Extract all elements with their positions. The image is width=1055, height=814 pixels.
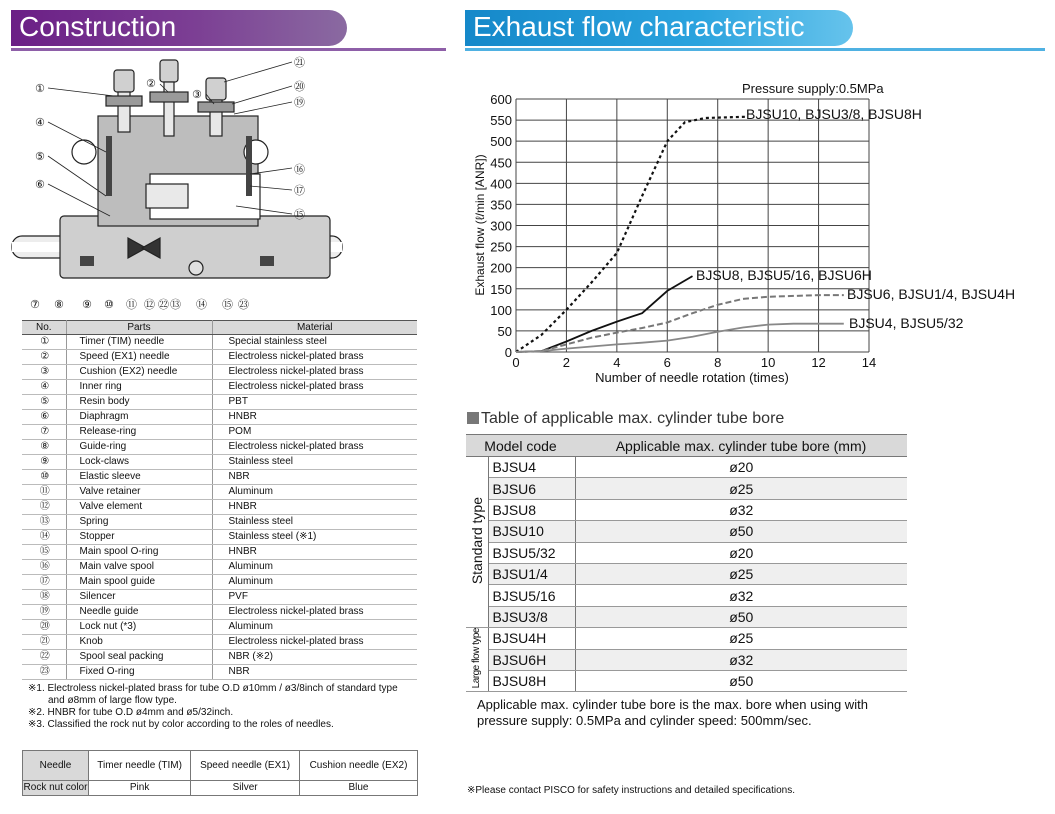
callout-2: ② — [146, 77, 156, 90]
table-row — [22, 635, 417, 650]
large-flow-type-label — [466, 628, 488, 692]
table-row — [22, 590, 417, 605]
part-number: ② — [22, 350, 66, 365]
part-name: Spring — [66, 515, 212, 530]
table-row — [22, 665, 417, 680]
color-row — [23, 781, 418, 796]
part-number: ⑦ — [22, 425, 66, 440]
bore-value: ø50 — [575, 671, 907, 692]
table-row — [22, 350, 417, 365]
series-label: BJSU4, BJSU5/32 — [849, 315, 964, 331]
table-row — [22, 530, 417, 545]
table-row — [466, 521, 907, 542]
exhaust-title: Exhaust flow characteristic — [473, 11, 805, 42]
y-tick-label: 50 — [497, 323, 512, 339]
table-row — [22, 440, 417, 455]
bore-value: ø50 — [575, 606, 907, 627]
footnote-1: ※1. Electroless nickel-plated brass for tube O.D ø10mm / ø3/8inch of standard type — [28, 683, 398, 694]
model-code: BJSU8H — [488, 671, 575, 692]
square-bullet-icon — [467, 412, 479, 424]
callout-6: ⑥ — [35, 178, 45, 191]
part-number: ⑫ — [22, 500, 66, 515]
part-number: ⑨ — [22, 455, 66, 470]
bore-value: ø25 — [575, 478, 907, 499]
table-row — [22, 605, 417, 620]
part-material: HNBR — [212, 545, 417, 560]
part-name: Spool seal packing — [66, 650, 212, 665]
table-row — [22, 335, 417, 350]
x-tick-label: 0 — [512, 355, 520, 370]
exhaust-banner — [465, 10, 853, 46]
part-number: ⑯ — [22, 560, 66, 575]
model-code: BJSU5/16 — [488, 585, 575, 606]
model-code: BJSU6H — [488, 649, 575, 670]
x-tick-label: 10 — [760, 355, 776, 370]
speed-needle-header: Speed needle (EX1) — [191, 751, 300, 781]
construction-rule — [11, 48, 446, 51]
standard-type-label-text: Standard type — [468, 496, 485, 585]
part-material: Electroless nickel-plated brass — [212, 605, 417, 620]
table-row — [22, 470, 417, 485]
callout-11: ⑪ — [126, 298, 137, 311]
table-row — [22, 485, 417, 500]
part-number: ⑩ — [22, 470, 66, 485]
header-parts: Parts — [66, 321, 212, 335]
part-material: Special stainless steel — [212, 335, 417, 350]
y-axis-label: Exhaust flow (ℓ/min [ANR]) — [473, 154, 487, 296]
callout-15-right: ⑮ — [294, 208, 305, 221]
part-name: Main spool O-ring — [66, 545, 212, 560]
part-number: ⑪ — [22, 485, 66, 500]
parts-table — [22, 320, 417, 680]
part-name: Lock-claws — [66, 455, 212, 470]
part-material: PVF — [212, 590, 417, 605]
exhaust-rule — [465, 48, 1045, 51]
model-code: BJSU4H — [488, 628, 575, 649]
part-number: ⑤ — [22, 395, 66, 410]
callout-12: ⑫ — [144, 298, 155, 311]
bore-body — [466, 457, 907, 692]
y-tick-label: 450 — [490, 155, 512, 171]
part-name: Valve element — [66, 500, 212, 515]
part-name: Guide-ring — [66, 440, 212, 455]
part-name: Main spool guide — [66, 575, 212, 590]
bore-note — [477, 697, 868, 729]
y-tick-label: 200 — [490, 260, 512, 276]
part-number: ③ — [22, 365, 66, 380]
part-number: ④ — [22, 380, 66, 395]
part-material: Electroless nickel-plated brass — [212, 350, 417, 365]
part-name: Main valve spool — [66, 560, 212, 575]
part-name: Elastic sleeve — [66, 470, 212, 485]
table-row — [466, 542, 907, 563]
x-tick-label: 14 — [861, 355, 877, 370]
bore-note-line-1: Applicable max. cylinder tube bore is the max. bore when using with — [477, 697, 868, 712]
part-material: HNBR — [212, 500, 417, 515]
footnote-1-cont: and ø8mm of large flow type. — [48, 695, 177, 706]
part-number: ⑳ — [22, 620, 66, 635]
y-tick-label: 600 — [490, 92, 512, 107]
callout-14: ⑭ — [196, 298, 207, 311]
table-row — [22, 410, 417, 425]
callout-19: ⑲ — [294, 96, 305, 109]
part-name: Knob — [66, 635, 212, 650]
parts-body — [22, 335, 417, 680]
part-material: Electroless nickel-plated brass — [212, 635, 417, 650]
part-name: Diaphragm — [66, 410, 212, 425]
cushion-color: Blue — [299, 781, 417, 796]
table-row — [466, 499, 907, 520]
part-number: ㉒ — [22, 650, 66, 665]
footnote-3: ※3. Classified the rock nut by color according to the roles of needles. — [28, 719, 334, 730]
speed-color: Silver — [191, 781, 300, 796]
bore-value: ø25 — [575, 628, 907, 649]
callout-7: ⑦ — [30, 298, 40, 311]
part-material: NBR (※2) — [212, 650, 417, 665]
part-name: Cushion (EX2) needle — [66, 365, 212, 380]
model-code: BJSU10 — [488, 521, 575, 542]
y-tick-label: 300 — [490, 218, 512, 234]
table-row — [466, 457, 907, 478]
part-name: Speed (EX1) needle — [66, 350, 212, 365]
part-material: Aluminum — [212, 620, 417, 635]
y-tick-label: 400 — [490, 176, 512, 192]
table-row — [22, 560, 417, 575]
callout-22: ㉒ — [158, 298, 169, 311]
table-row — [466, 628, 907, 649]
model-code: BJSU6 — [488, 478, 575, 499]
table-row — [466, 606, 907, 627]
x-tick-label: 8 — [714, 355, 722, 370]
part-name: Fixed O-ring — [66, 665, 212, 680]
part-name: Silencer — [66, 590, 212, 605]
part-material: Aluminum — [212, 560, 417, 575]
bore-value: ø32 — [575, 649, 907, 670]
header-material: Material — [212, 321, 417, 335]
series-line — [516, 324, 844, 352]
part-material: Electroless nickel-plated brass — [212, 380, 417, 395]
table-row — [22, 380, 417, 395]
callout-13: ⑬ — [170, 298, 181, 311]
part-name: Lock nut (*3) — [66, 620, 212, 635]
part-number: ① — [22, 335, 66, 350]
series-label: BJSU10, BJSU3/8, BJSU8H — [746, 106, 922, 122]
model-code: BJSU8 — [488, 499, 575, 520]
part-material: Stainless steel — [212, 515, 417, 530]
part-name: Valve retainer — [66, 485, 212, 500]
part-material: Stainless steel (※1) — [212, 530, 417, 545]
parts-header-row — [22, 321, 417, 335]
part-material: NBR — [212, 665, 417, 680]
y-tick-label: 150 — [490, 281, 512, 297]
bore-value: ø20 — [575, 542, 907, 563]
callout-9: ⑨ — [82, 298, 92, 311]
bore-title-text: Table of applicable max. cylinder tube bore — [481, 410, 785, 427]
part-number: ⑰ — [22, 575, 66, 590]
callout-23: ㉓ — [238, 298, 249, 311]
callout-3: ③ — [192, 88, 202, 101]
part-number: ⑱ — [22, 590, 66, 605]
part-material: NBR — [212, 470, 417, 485]
bore-value: ø25 — [575, 563, 907, 584]
callout-10: ⑩ — [104, 298, 114, 311]
construction-diagram — [10, 56, 355, 314]
callout-15-bottom: ⑮ — [222, 298, 233, 311]
part-material: Aluminum — [212, 485, 417, 500]
part-number: ⑬ — [22, 515, 66, 530]
part-material: PBT — [212, 395, 417, 410]
table-row — [466, 585, 907, 606]
callout-17: ⑰ — [294, 184, 305, 197]
construction-banner — [11, 10, 347, 46]
needle-row — [23, 751, 418, 781]
y-tick-label: 100 — [490, 302, 512, 318]
callout-21: ㉑ — [294, 56, 305, 69]
part-material: Stainless steel — [212, 455, 417, 470]
part-number: ⑧ — [22, 440, 66, 455]
callout-16: ⑯ — [294, 163, 305, 176]
chart-title: Pressure supply:0.5MPa — [742, 81, 884, 96]
table-row — [22, 365, 417, 380]
table-row — [466, 563, 907, 584]
y-tick-label: 350 — [490, 197, 512, 213]
table-row — [22, 650, 417, 665]
table-row — [22, 395, 417, 410]
footnote-2: ※2. HNBR for tube O.D ø4mm and ø5/32inch. — [28, 707, 234, 718]
model-code: BJSU4 — [488, 457, 575, 478]
rock-nut-header: Rock nut color — [23, 781, 89, 796]
part-number: ⑲ — [22, 605, 66, 620]
table-row — [22, 545, 417, 560]
cushion-needle-header: Cushion needle (EX2) — [299, 751, 417, 781]
timer-needle-header: Timer needle (TIM) — [89, 751, 191, 781]
bore-value: ø50 — [575, 521, 907, 542]
part-name: Resin body — [66, 395, 212, 410]
callout-20: ⑳ — [294, 80, 305, 93]
part-name: Release-ring — [66, 425, 212, 440]
exhaust-flow-chart — [465, 75, 1050, 395]
callout-5: ⑤ — [35, 150, 45, 163]
part-material: Aluminum — [212, 575, 417, 590]
table-row — [22, 620, 417, 635]
part-name: Timer (TIM) needle — [66, 335, 212, 350]
part-material: Electroless nickel-plated brass — [212, 365, 417, 380]
model-code: BJSU1/4 — [488, 563, 575, 584]
y-tick-label: 500 — [490, 134, 512, 150]
table-row — [22, 500, 417, 515]
part-name: Needle guide — [66, 605, 212, 620]
bore-table-title — [467, 410, 784, 428]
model-code: BJSU5/32 — [488, 542, 575, 563]
part-number: ⑭ — [22, 530, 66, 545]
callout-1: ① — [35, 82, 45, 95]
needle-header: Needle — [23, 751, 89, 781]
x-tick-label: 12 — [811, 355, 826, 370]
bore-table — [466, 434, 907, 692]
large-flow-type-label-text: Large flow type — [471, 628, 483, 689]
x-tick-label: 4 — [613, 355, 621, 370]
part-number: ⑥ — [22, 410, 66, 425]
part-name: Stopper — [66, 530, 212, 545]
bore-value: ø32 — [575, 585, 907, 606]
header-model-code: Model code — [466, 435, 575, 457]
table-row — [466, 649, 907, 670]
callout-8: ⑧ — [54, 298, 64, 311]
contact-note: ※Please contact PISCO for safety instructions and detailed specifications. — [467, 785, 795, 796]
bore-value: ø32 — [575, 499, 907, 520]
table-row — [466, 478, 907, 499]
y-tick-label: 550 — [490, 113, 512, 129]
standard-type-label — [466, 457, 488, 628]
part-number: ⑮ — [22, 545, 66, 560]
model-code: BJSU3/8 — [488, 606, 575, 627]
table-row — [22, 455, 417, 470]
y-tick-label: 250 — [490, 239, 512, 255]
part-material: Electroless nickel-plated brass — [212, 440, 417, 455]
callout-4: ④ — [35, 116, 45, 129]
series-label: BJSU8, BJSU5/16, BJSU6H — [696, 267, 872, 283]
part-material: POM — [212, 425, 417, 440]
x-tick-label: 6 — [663, 355, 671, 370]
table-row — [22, 515, 417, 530]
part-number: ㉑ — [22, 635, 66, 650]
table-row — [22, 575, 417, 590]
needle-color-table — [22, 750, 418, 796]
timer-color: Pink — [89, 781, 191, 796]
table-row — [466, 671, 907, 692]
part-number: ㉓ — [22, 665, 66, 680]
header-no: No. — [22, 321, 66, 335]
table-row — [22, 425, 417, 440]
header-bore: Applicable max. cylinder tube bore (mm) — [575, 435, 907, 457]
bore-note-line-2: pressure supply: 0.5MPa and cylinder speed: 500mm/sec. — [477, 713, 812, 728]
x-axis-label: Number of needle rotation (times) — [595, 370, 789, 385]
y-tick-label: 0 — [504, 345, 512, 360]
x-tick-label: 2 — [562, 355, 571, 370]
part-material: HNBR — [212, 410, 417, 425]
part-name: Inner ring — [66, 380, 212, 395]
series-label: BJSU6, BJSU1/4, BJSU4H — [847, 286, 1016, 302]
construction-title: Construction — [19, 11, 177, 42]
bore-value: ø20 — [575, 457, 907, 478]
bore-header-row — [466, 435, 907, 457]
footnotes — [28, 683, 398, 731]
